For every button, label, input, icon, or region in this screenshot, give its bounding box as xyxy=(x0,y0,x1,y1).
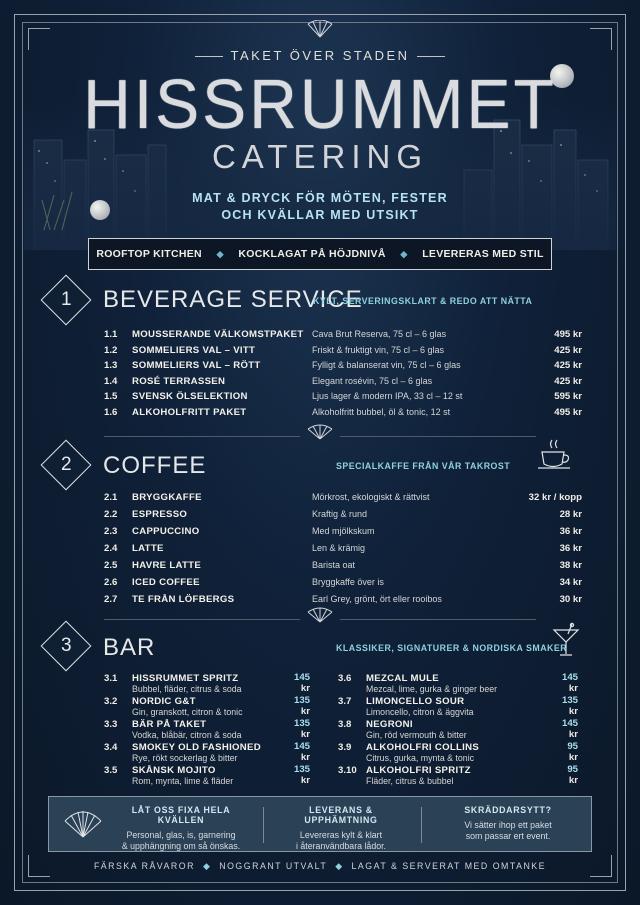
info-column xyxy=(271,805,411,852)
item-description: Fläder, citrus & bubbel xyxy=(366,776,454,786)
item-price xyxy=(567,765,578,786)
price-value: 135 xyxy=(561,695,578,706)
price-value: 145 xyxy=(561,718,578,729)
coffee-cup-icon xyxy=(536,438,574,474)
item-description: Rye, rökt sockerlag & bitter xyxy=(132,753,238,763)
tagline xyxy=(0,190,640,224)
section-divider xyxy=(340,436,536,437)
section-divider xyxy=(104,436,300,437)
item-name: LATTE xyxy=(132,543,164,554)
price-unit: kr xyxy=(572,509,582,520)
bar-item xyxy=(104,719,310,741)
item-price: 425 kr xyxy=(554,344,582,356)
menu-row xyxy=(104,360,582,375)
item-price: 495 kr xyxy=(554,329,582,340)
item-number: 3.2 xyxy=(104,696,118,707)
item-number: 2.1 xyxy=(104,492,118,503)
price-unit: kr xyxy=(568,774,578,786)
price-unit: kr xyxy=(572,526,582,537)
item-description: Mezcal, lime, gurka & ginger beer xyxy=(366,684,498,694)
section-subtitle: SPECIALKAFFE FRÅN VÅR TAKROST xyxy=(336,461,511,471)
price-unit: kr xyxy=(572,560,582,571)
item-name: ALKOHOLFRI SPRITZ xyxy=(366,765,471,776)
price-unit: kr / kopp xyxy=(542,492,582,503)
item-price: 495 kr xyxy=(554,406,582,418)
item-name: BÄR PÅ TAKET xyxy=(132,719,207,730)
item-name: HAVRE LATTE xyxy=(132,560,202,571)
item-number: 2.5 xyxy=(104,560,118,571)
brand-title: HISSRUMMET xyxy=(83,65,557,143)
price-unit: kr xyxy=(300,774,310,786)
menu-row xyxy=(104,391,582,406)
item-price: 425 kr xyxy=(554,360,582,371)
item-number: 3.1 xyxy=(104,673,118,684)
item-description: Gin, granskott, citron & tonic xyxy=(132,707,243,717)
item-name: SOMMELIERS VAL – RÖTT xyxy=(132,360,261,371)
item-number: 3.9 xyxy=(338,742,352,753)
item-number: 1.6 xyxy=(104,406,118,418)
menu-row xyxy=(104,560,582,575)
item-price xyxy=(562,673,578,694)
item-description: Limoncello, citron & äggvita xyxy=(366,707,474,717)
diamond-icon: ◆ xyxy=(335,861,344,871)
item-name: BRYGGKAFFE xyxy=(132,492,202,503)
item-name: MEZCAL MULE xyxy=(366,673,439,684)
info-text: som passar ert event. xyxy=(465,831,551,841)
cocktail-glass-icon xyxy=(552,622,580,658)
item-price xyxy=(560,594,582,605)
brand-subtitle: CATERING xyxy=(211,138,429,175)
feature-banner xyxy=(88,238,552,270)
item-number: 3.3 xyxy=(104,719,118,730)
footer-item: FÄRSKA RÅVAROR xyxy=(93,861,195,871)
item-description: Len & krämig xyxy=(312,543,366,553)
item-description: Mörkrost, ekologiskt & rättvist xyxy=(312,492,430,502)
corner-ornament xyxy=(590,28,612,50)
price-unit: kr xyxy=(568,705,578,717)
item-price xyxy=(560,526,582,537)
bar-item xyxy=(104,673,310,695)
item-price: 595 kr xyxy=(554,391,582,402)
price-value: 145 xyxy=(293,672,310,683)
item-description: Elegant rosévin, 75 cl – 6 glas xyxy=(312,375,433,386)
section-subtitle: KYLT, SERVERINGSKLART & REDO ATT NÄTTA xyxy=(313,296,533,306)
supertitle: TAKET ÖVER STADEN xyxy=(230,48,410,63)
section-subtitle: KLASSIKER, SIGNATURER & NORDISKA SMAKER xyxy=(336,643,568,653)
section-title: BAR xyxy=(103,634,156,661)
item-name: ROSÉ TERRASSEN xyxy=(132,375,226,387)
menu-row xyxy=(104,509,582,524)
bar-item xyxy=(338,719,578,741)
footer-item: NOGGRANT UTVALT xyxy=(219,861,328,871)
item-price: 425 kr xyxy=(554,375,582,387)
item-name: ICED COFFEE xyxy=(132,577,200,588)
fan-ornament-icon xyxy=(305,607,335,623)
price-value: 36 xyxy=(559,526,571,537)
item-description: Bryggkaffe över is xyxy=(312,577,384,587)
price-value: 95 xyxy=(567,741,578,752)
info-heading: LÅT OSS FIXA HELA KVÄLLEN xyxy=(131,805,231,825)
price-value: 38 xyxy=(559,560,571,571)
menu-row xyxy=(104,407,582,422)
item-name: SVENSK ÖLSELEKTION xyxy=(132,391,248,402)
item-number: 2.2 xyxy=(104,509,118,520)
item-number: 1.1 xyxy=(104,329,118,340)
price-unit: kr xyxy=(572,577,582,588)
item-description: Friskt & fruktigt vin, 75 cl – 6 glas xyxy=(312,344,445,355)
item-price xyxy=(294,696,310,717)
bar-item xyxy=(338,765,578,787)
item-number: 1.2 xyxy=(104,344,118,356)
section-divider xyxy=(340,619,536,620)
item-description: Alkoholfritt bubbel, öl & tonic, 12 st xyxy=(312,406,451,417)
item-price xyxy=(560,560,582,571)
item-name: ALKOHOLFRITT PAKET xyxy=(132,406,247,418)
price-value: 28 xyxy=(559,509,571,520)
item-description: Barista oat xyxy=(312,560,356,570)
banner-item: ROOFTOP KITCHEN xyxy=(96,248,202,260)
item-number: 1.5 xyxy=(104,391,118,402)
item-number: 3.8 xyxy=(338,719,352,730)
item-description: Cava Brut Reserva, 75 cl – 6 glas xyxy=(312,329,447,339)
price-value: 145 xyxy=(561,672,578,683)
banner-item: LEVERERAS MED STIL xyxy=(422,248,544,260)
item-price xyxy=(294,742,310,763)
price-value: 95 xyxy=(567,764,578,775)
item-number: 3.5 xyxy=(104,765,118,776)
item-name: SOMMELIERS VAL – VITT xyxy=(132,344,256,356)
item-price xyxy=(529,492,582,503)
menu-row xyxy=(104,492,582,507)
item-description: Earl Grey, grönt, ört eller rooibos xyxy=(312,594,442,604)
bar-item xyxy=(104,742,310,764)
item-price xyxy=(560,577,582,588)
info-column xyxy=(433,805,583,842)
item-number: 2.7 xyxy=(104,594,118,605)
menu-row xyxy=(104,345,582,360)
info-text: & upphängning om så önskas. xyxy=(121,841,241,851)
item-description: Ljus lager & modern IPA, 33 cl – 12 st xyxy=(312,391,463,401)
item-name: NORDIC G&T xyxy=(132,696,196,707)
menu-row xyxy=(104,376,582,391)
section-title: BEVERAGE SERVICE xyxy=(103,286,363,313)
item-description: Fylligt & balanserat vin, 75 cl – 6 glas xyxy=(312,360,461,370)
item-description: Bubbel, fläder, citrus & soda xyxy=(132,684,242,694)
price-unit: kr xyxy=(572,594,582,605)
item-number: 3.7 xyxy=(338,696,352,707)
banner-item: KOCKLAGAT PÅ HÖJDNIVÅ xyxy=(238,248,386,260)
item-description: Vodka, blåbär, citron & soda xyxy=(132,730,242,740)
price-value: 135 xyxy=(293,764,310,775)
item-price xyxy=(294,765,310,786)
item-number: 3.6 xyxy=(338,673,352,684)
bar-item xyxy=(104,765,310,787)
fan-emblem-icon xyxy=(63,809,103,839)
item-number: 1.4 xyxy=(104,375,118,387)
item-number: 1.3 xyxy=(104,360,118,371)
menu-row xyxy=(104,577,582,592)
menu-row xyxy=(104,526,582,541)
item-name: NEGRONI xyxy=(366,719,413,730)
bar-item xyxy=(338,742,578,764)
info-separator xyxy=(263,807,264,843)
price-unit: kr xyxy=(300,682,310,694)
tagline-line: OCH KVÄLLAR MED UTSIKT xyxy=(221,208,419,222)
item-name: LIMONCELLO SOUR xyxy=(366,696,465,707)
price-value: 135 xyxy=(293,695,310,706)
diamond-icon: ◆ xyxy=(216,248,224,259)
item-description: Med mjölkskum xyxy=(312,526,375,536)
item-number: 2.4 xyxy=(104,543,118,554)
item-name: TE FRÅN LÖFBERGS xyxy=(132,594,235,605)
item-name: MOUSSERANDE VÄLKOMSTPAKET xyxy=(132,329,304,340)
price-value: 145 xyxy=(293,741,310,752)
item-name: SKÅNSK MOJITO xyxy=(132,765,216,776)
item-name: CAPPUCCINO xyxy=(132,526,200,537)
price-unit: kr xyxy=(572,543,582,554)
price-value: 135 xyxy=(293,718,310,729)
bar-item xyxy=(338,673,578,695)
price-value: 34 xyxy=(559,577,571,588)
section-title: COFFEE xyxy=(103,452,207,479)
price-unit: kr xyxy=(300,751,310,763)
footer-item: LAGAT & SERVERAT MED OMTANKE xyxy=(351,861,547,871)
item-price xyxy=(562,719,578,740)
info-heading: LEVERANS & UPPHÄMTNING xyxy=(304,805,378,825)
price-value: 36 xyxy=(559,543,571,554)
item-price xyxy=(567,742,578,763)
item-price xyxy=(560,509,582,520)
diamond-icon: ◆ xyxy=(400,248,408,259)
bar-item xyxy=(104,696,310,718)
menu-row xyxy=(104,329,582,344)
corner-ornament xyxy=(28,28,50,50)
item-number: 3.10 xyxy=(338,765,357,776)
item-name: SMOKEY OLD FASHIONED xyxy=(132,742,261,753)
info-text: Levereras kylt & klart xyxy=(299,830,383,840)
price-unit: kr xyxy=(300,705,310,717)
item-description: Kraftig & rund xyxy=(312,509,368,519)
info-text: Personal, glas, is, garnering xyxy=(126,830,236,840)
price-unit: kr xyxy=(568,682,578,694)
item-number: 2.6 xyxy=(104,577,118,588)
section-number: 1 xyxy=(61,289,72,311)
item-price xyxy=(560,543,582,554)
menu-row xyxy=(104,543,582,558)
item-name: HISSRUMMET SPRITZ xyxy=(132,673,239,684)
price-unit: kr xyxy=(568,751,578,763)
item-price xyxy=(294,719,310,740)
item-price xyxy=(562,696,578,717)
item-number: 3.4 xyxy=(104,742,118,753)
diamond-icon: ◆ xyxy=(202,861,212,871)
bar-item xyxy=(338,696,578,718)
tagline-line: MAT & DRYCK FÖR MÖTEN, FESTER xyxy=(192,191,448,205)
item-price xyxy=(294,673,310,694)
section-number: 3 xyxy=(61,635,72,657)
section-divider xyxy=(104,619,300,620)
fan-ornament-icon xyxy=(305,20,335,38)
price-value: 30 xyxy=(559,594,571,605)
item-description: Gin, röd vermouth & bitter xyxy=(366,730,467,740)
info-column xyxy=(111,805,251,852)
menu-row xyxy=(104,594,582,609)
item-description: Citrus, gurka, mynta & tonic xyxy=(366,753,475,763)
item-description: Rom, mynta, lime & fläder xyxy=(132,776,234,786)
info-box xyxy=(48,796,592,852)
fan-ornament-icon xyxy=(305,424,335,440)
info-text: i återanvändbara lådor. xyxy=(296,841,386,851)
price-value: 32 xyxy=(528,492,540,503)
item-name: ALKOHOLFRI COLLINS xyxy=(366,742,480,753)
price-unit: kr xyxy=(568,728,578,740)
item-number: 2.3 xyxy=(104,526,118,537)
section-number: 2 xyxy=(61,454,72,476)
info-heading: SKRÄDDARSYTT? xyxy=(464,805,552,815)
info-separator xyxy=(421,807,422,843)
price-unit: kr xyxy=(300,728,310,740)
footer xyxy=(0,861,640,872)
info-text: Vi sätter ihop ett paket xyxy=(464,820,552,830)
item-name: ESPRESSO xyxy=(132,509,188,520)
